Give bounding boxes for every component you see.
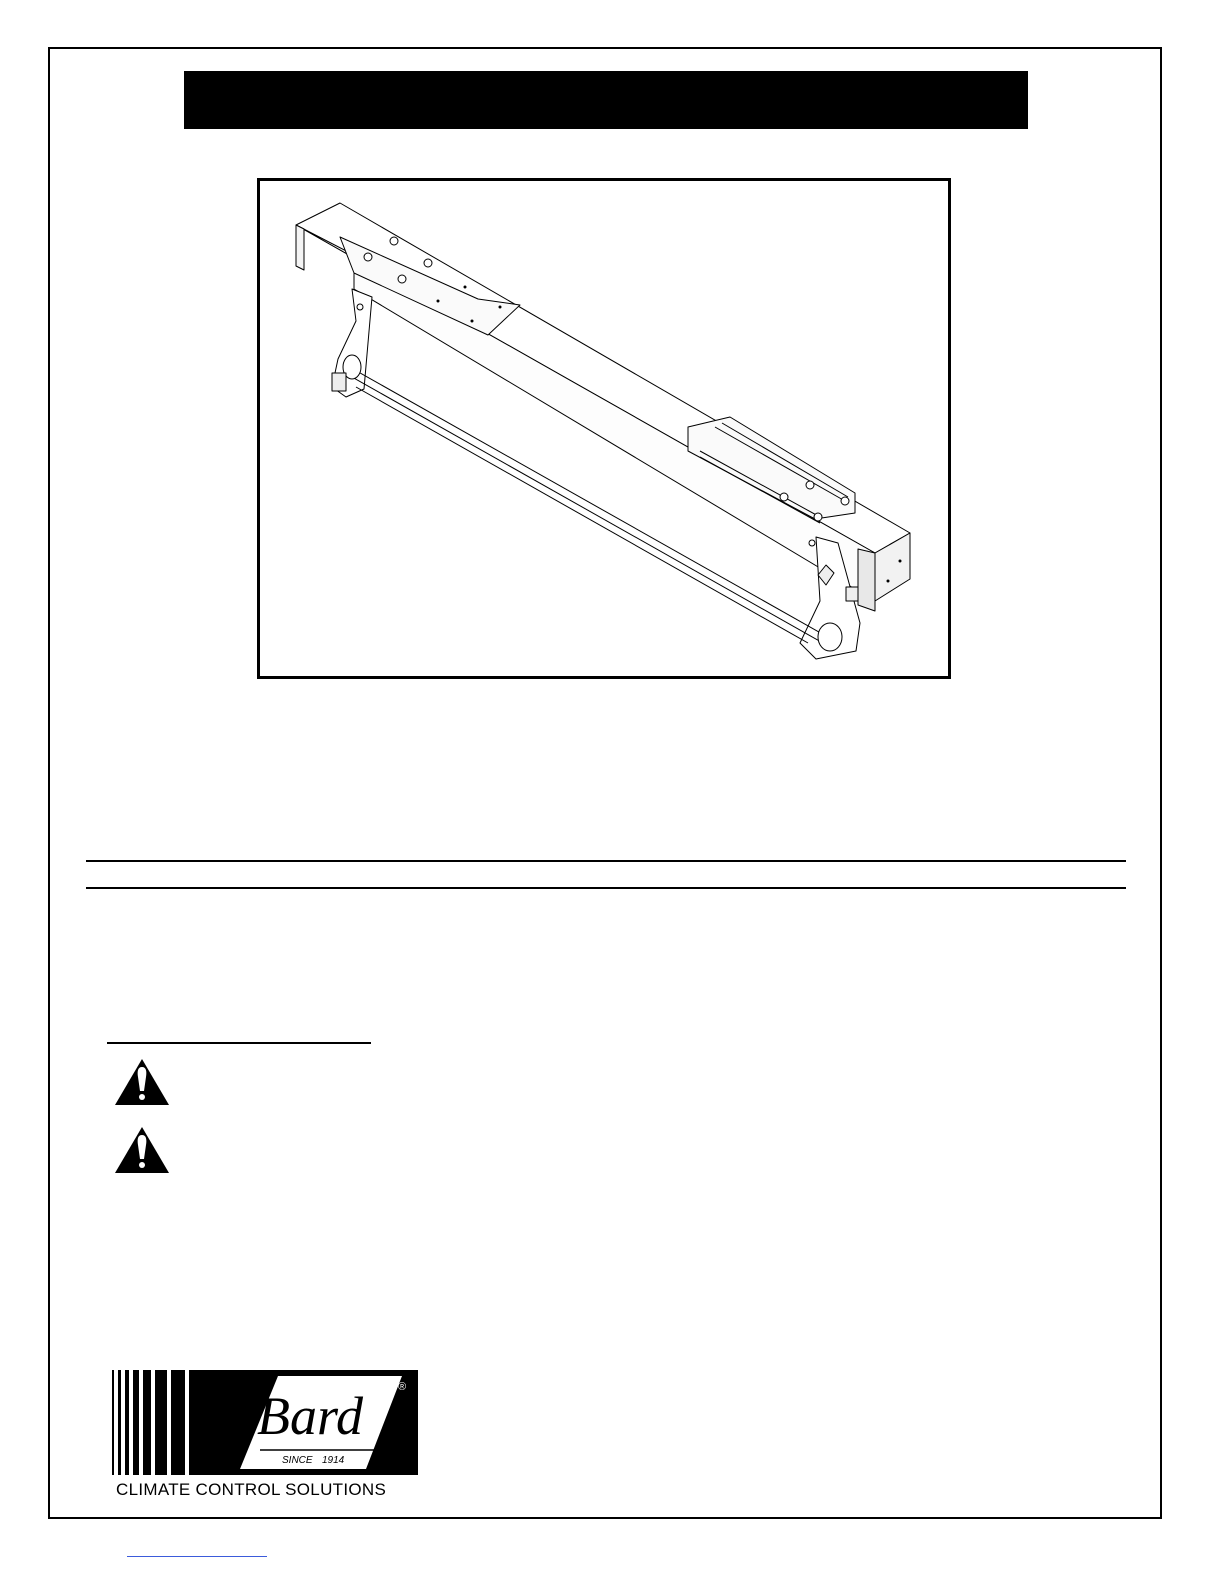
logo-wordmark: [216, 1370, 418, 1475]
footer-link-underline[interactable]: [127, 1556, 267, 1557]
logo-bars: [112, 1370, 222, 1475]
section-rule-top: [86, 860, 1126, 862]
logo-year-text: 1914: [322, 1455, 345, 1466]
logo-tagline: CLIMATE CONTROL SOLUTIONS: [116, 1480, 387, 1499]
warning-triangle-icon: [113, 1125, 171, 1175]
bard-logo: [112, 1370, 422, 1502]
damper-assembly-drawing: [260, 181, 948, 676]
heading-underline: [107, 1042, 371, 1044]
logo-brand-text: Bard: [257, 1386, 363, 1446]
logo-registered-mark: ®: [397, 1381, 407, 1393]
section-rule-bottom: [86, 887, 1126, 889]
warning-triangle-icon: [113, 1057, 171, 1107]
product-figure: [257, 178, 951, 679]
title-bar: [184, 71, 1028, 129]
logo-since-text: SINCE: [282, 1455, 313, 1466]
